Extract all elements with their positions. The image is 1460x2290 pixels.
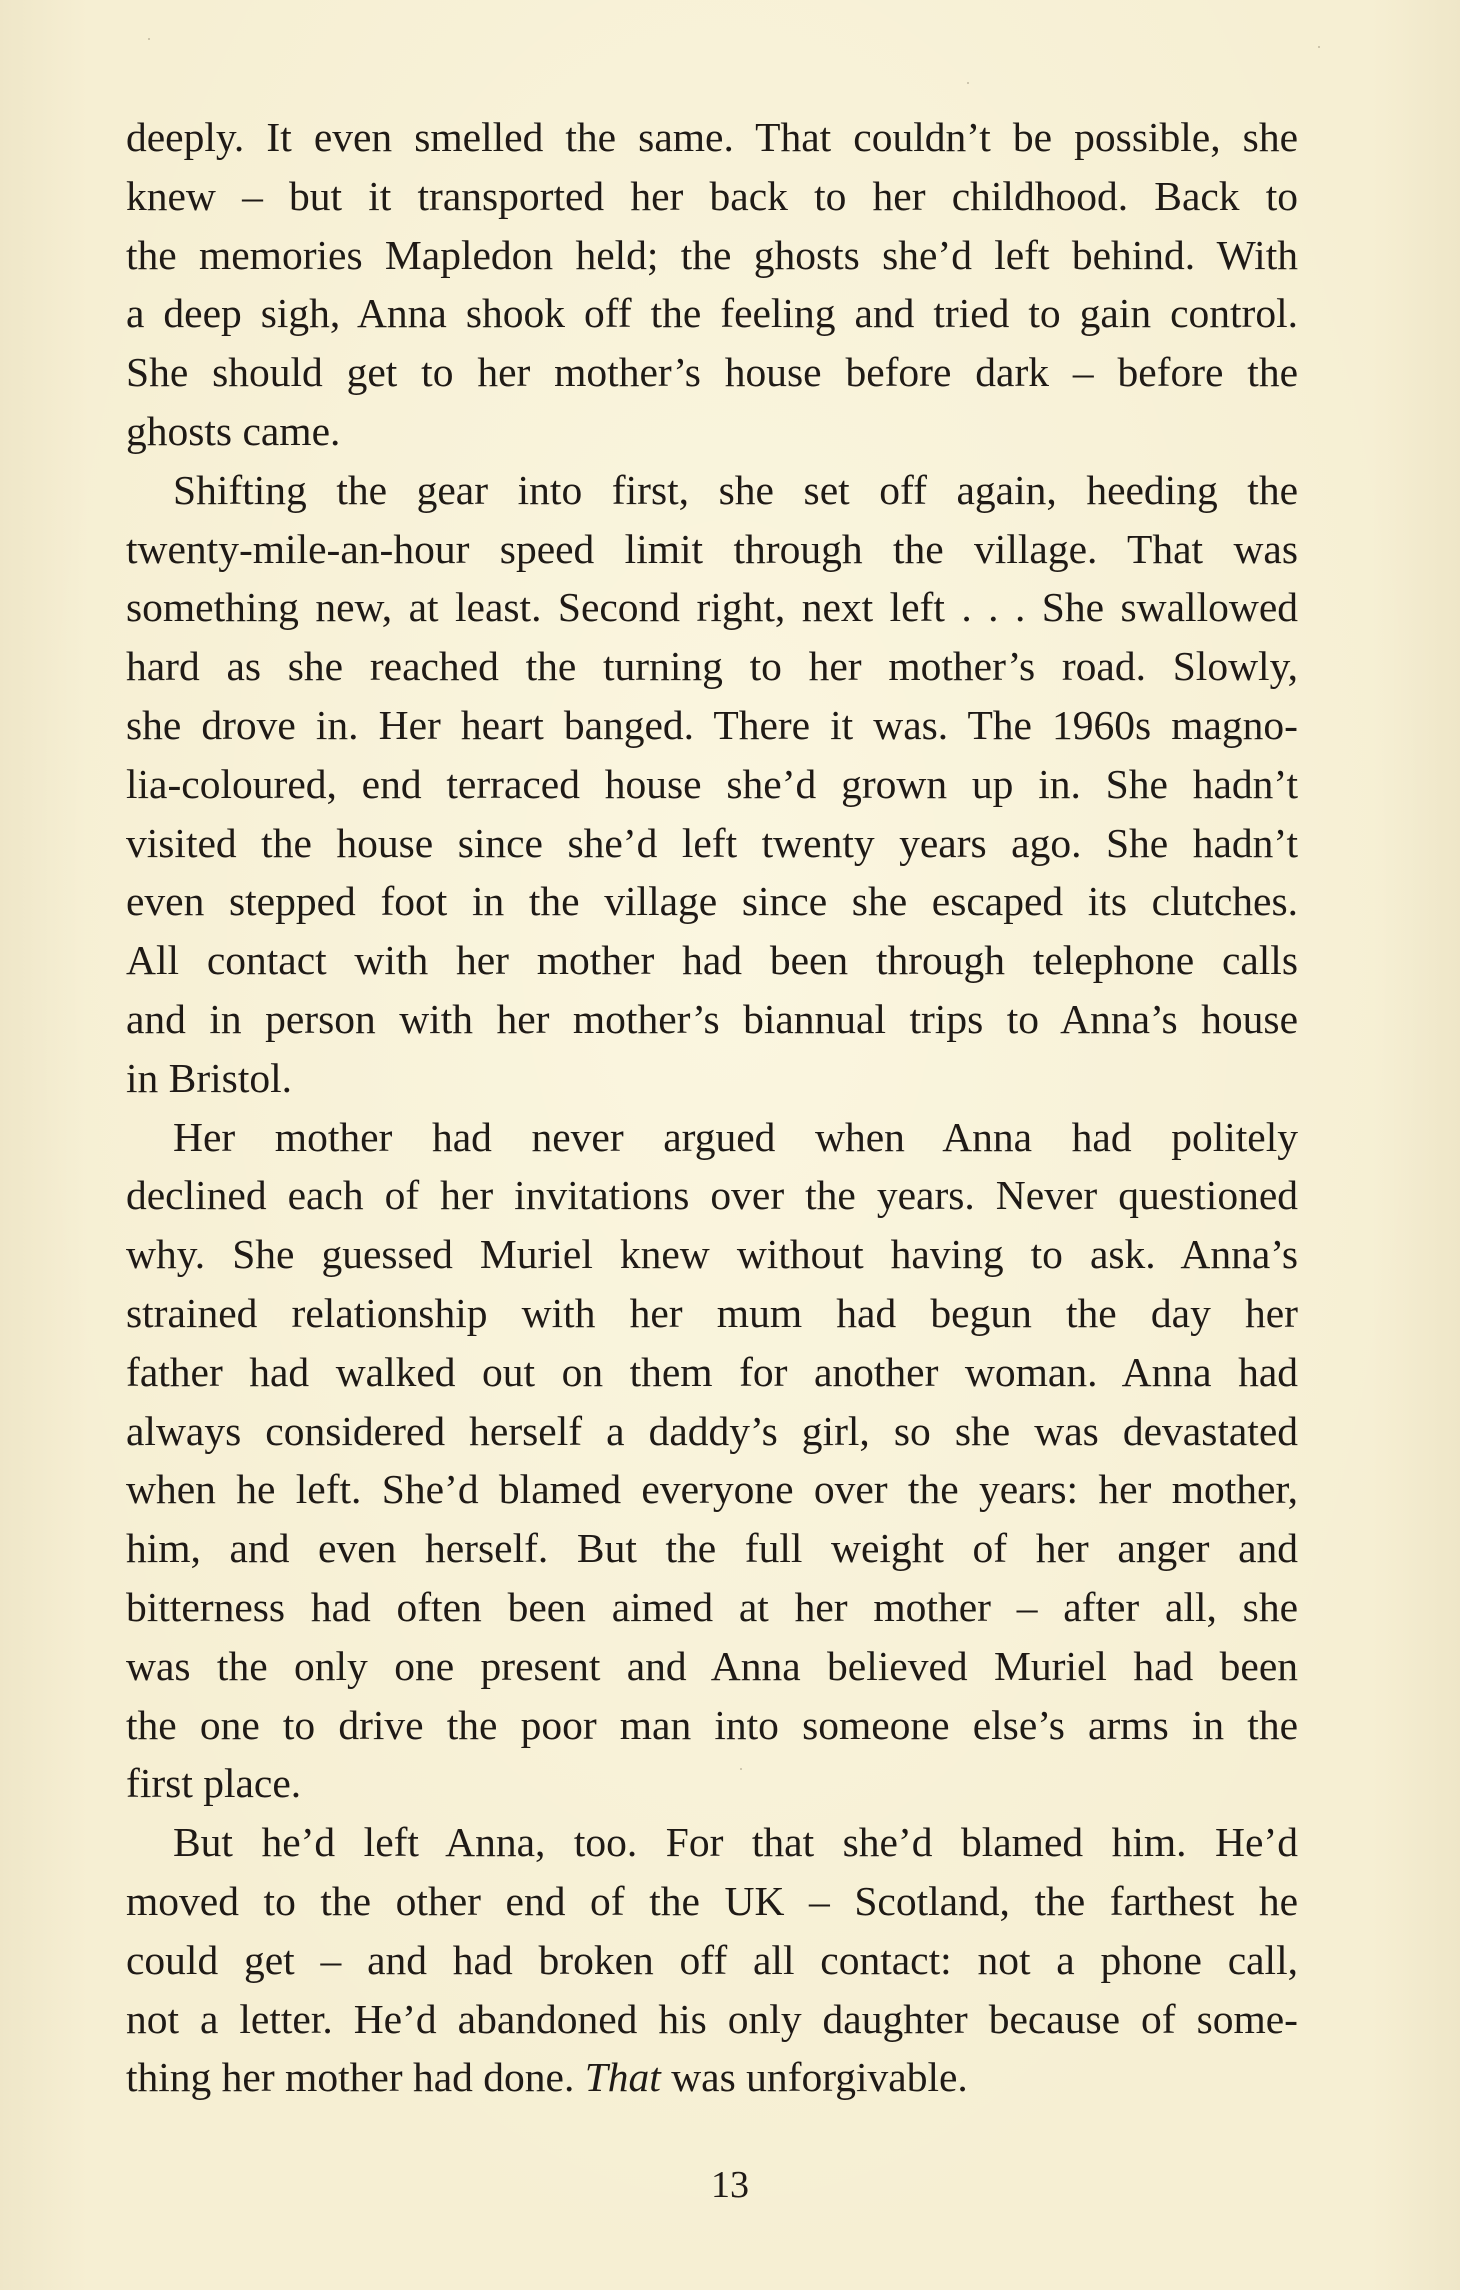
text-line: something new, at least. Second right, next left . . . She swallowed	[126, 584, 1298, 631]
text-line: first place.	[126, 1760, 302, 1807]
final-line-before: thing her mother had done.	[126, 2054, 585, 2101]
final-line-italic: That	[584, 2054, 661, 2101]
text-line: in Bristol.	[126, 1054, 293, 1101]
paper-speck	[1318, 46, 1320, 48]
paper-speck	[148, 38, 150, 40]
paragraph-1	[126, 108, 1298, 461]
paragraph-3	[126, 1108, 1298, 1814]
text-line: she drove in. Her heart banged. There it was. The 1960s magno-	[126, 701, 1298, 748]
text-line: She should get to her mother’s house before dark – before the	[126, 349, 1298, 396]
text-line: visited the house since she’d left twenty years ago. She hadn’t	[126, 819, 1298, 866]
text-line: hard as she reached the turning to her mother’s road. Slowly,	[126, 643, 1298, 690]
text-line: declined each of her invitations over the years. Never questioned	[126, 1172, 1298, 1219]
page-number: 13	[711, 2164, 749, 2206]
text-line: knew – but it transported her back to her childhood. Back to	[126, 172, 1298, 219]
paragraph-4	[126, 1813, 1298, 2107]
text-line: father had walked out on them for another woman. Anna had	[126, 1348, 1298, 1395]
text-line: moved to the other end of the UK – Scotland, the farthest he	[126, 1877, 1298, 1924]
body-text	[126, 108, 1298, 2107]
text-line: the one to drive the poor man into someone else’s arms in the	[126, 1701, 1298, 1748]
text-line: All contact with her mother had been through telephone calls	[126, 937, 1298, 984]
paper-speck	[967, 82, 969, 84]
text-line: the memories Mapledon held; the ghosts she’d left behind. With	[126, 231, 1298, 278]
final-line-after: was unforgivable.	[660, 2054, 968, 2101]
text-line: a deep sigh, Anna shook off the feeling and tried to gain control.	[126, 290, 1298, 337]
text-line: strained relationship with her mum had begun the day her	[126, 1289, 1298, 1336]
text-line: Her mother had never argued when Anna had politely	[173, 1113, 1298, 1160]
text-line: But he’d left Anna, too. For that she’d blamed him. He’d	[173, 1819, 1298, 1866]
text-line: him, and even herself. But the full weight of her anger and	[126, 1525, 1298, 1572]
text-line-final	[126, 2048, 1298, 2107]
text-line: when he left. She’d blamed everyone over the years: her mother,	[126, 1466, 1298, 1513]
text-line: Shifting the gear into first, she set off again, heeding the	[173, 466, 1298, 513]
text-line: deeply. It even smelled the same. That couldn’t be possible, she	[126, 114, 1298, 160]
text-line: ghosts came.	[126, 407, 341, 454]
text-line: not a letter. He’d abandoned his only daughter because of some-	[126, 1995, 1298, 2042]
paper-speck	[740, 1768, 742, 1770]
text-line: even stepped foot in the village since she escaped its clutches.	[126, 878, 1298, 925]
text-line: why. She guessed Muriel knew without having to ask. Anna’s	[126, 1231, 1298, 1278]
text-line: could get – and had broken off all contact: not a phone call,	[126, 1936, 1298, 1983]
paragraph-2	[126, 461, 1298, 1108]
text-line: twenty-mile-an-hour speed limit through the village. That was	[126, 525, 1298, 572]
text-line: was the only one present and Anna believed Muriel had been	[126, 1642, 1298, 1689]
text-line: and in person with her mother’s biannual trips to Anna’s house	[126, 995, 1298, 1042]
text-line: lia-coloured, end terraced house she’d grown up in. She hadn’t	[126, 760, 1298, 807]
text-line: always considered herself a daddy’s girl, so she was devastated	[126, 1407, 1298, 1454]
text-line: bitterness had often been aimed at her mother – after all, she	[126, 1583, 1298, 1630]
